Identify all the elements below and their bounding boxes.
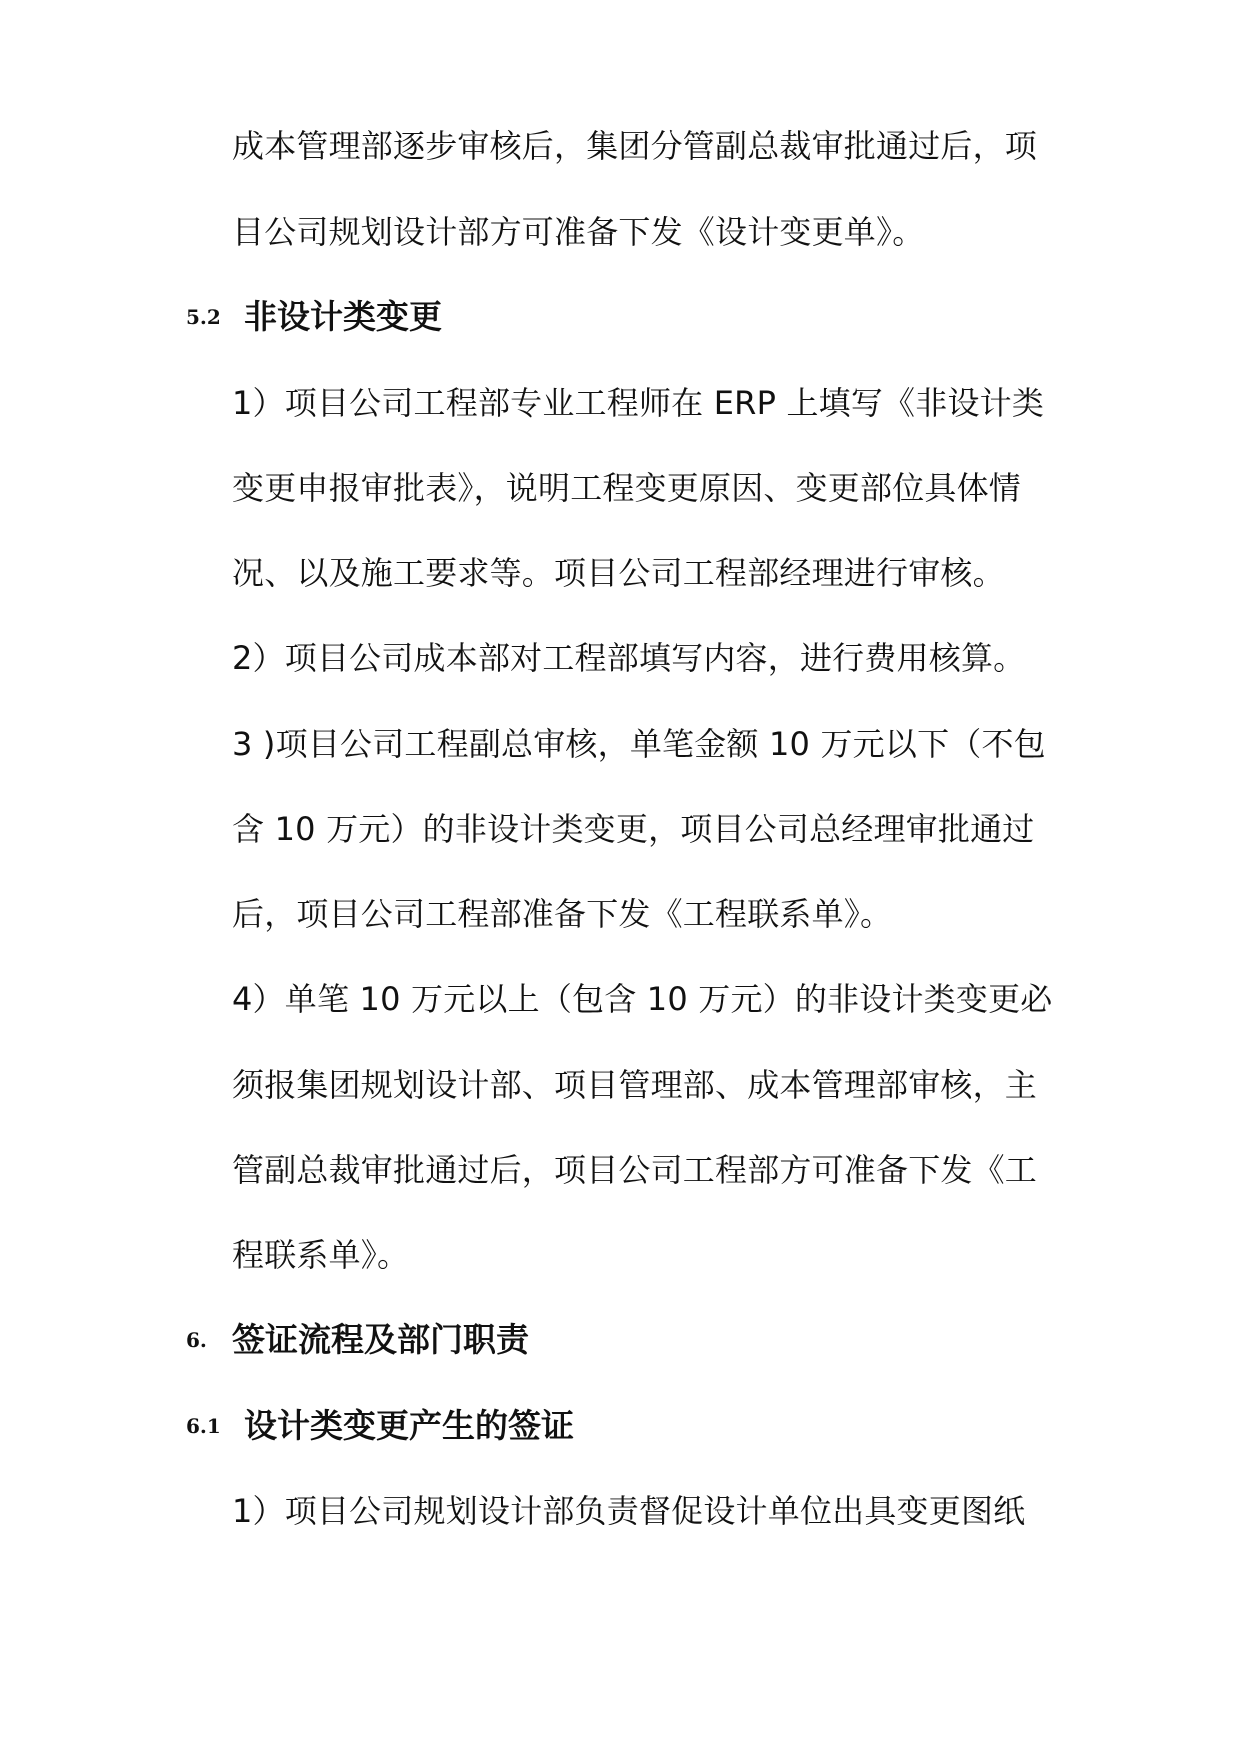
list-item-line: 1）项目公司规划设计部负责督促设计单位出具变更图纸 <box>232 1492 1026 1530</box>
section-title: 设计类变更产生的签证 <box>244 1406 574 1445</box>
section-heading-6 <box>186 1320 529 1360</box>
section-number: 6. <box>186 1328 207 1352</box>
list-item-line: 4）单笔 10 万元以上（包含 10 万元）的非设计类变更必 <box>232 980 1053 1018</box>
list-item-line: 变更申报审批表》，说明工程变更原因、变更部位具体情 <box>232 469 1022 507</box>
list-item-line: 2）项目公司成本部对工程部填写内容，进行费用核算。 <box>232 639 1026 677</box>
list-item-line: 后，项目公司工程部准备下发《工程联系单》。 <box>232 895 893 933</box>
list-item-line: 管副总裁审批通过后，项目公司工程部方可准备下发《工 <box>232 1151 1038 1189</box>
section-title: 非设计类变更 <box>244 297 442 336</box>
paragraph-line: 成本管理部逐步审核后，集团分管副总裁审批通过后，项 <box>232 127 1038 165</box>
section-heading-5-2 <box>186 297 442 337</box>
list-item-line: 1）项目公司工程部专业工程师在 ERP 上填写《非设计类 <box>232 384 1045 422</box>
paragraph-line: 目公司规划设计部方可准备下发《设计变更单》。 <box>232 213 925 251</box>
list-item-line: 须报集团规划设计部、项目管理部、成本管理部审核，主 <box>232 1066 1038 1104</box>
list-item-line: 程联系单》。 <box>232 1236 410 1274</box>
section-number: 5.2 <box>186 305 221 329</box>
list-item-line: 3 )项目公司工程副总审核，单笔金额 10 万元以下（不包 <box>232 725 1046 763</box>
section-title: 签证流程及部门职责 <box>232 1320 529 1359</box>
section-heading-6-1 <box>186 1406 574 1446</box>
section-number: 6.1 <box>186 1414 221 1438</box>
list-item-line: 况、以及施工要求等。项目公司工程部经理进行审核。 <box>232 554 1005 592</box>
list-item-line: 含 10 万元）的非设计类变更，项目公司总经理审批通过 <box>232 810 1035 848</box>
